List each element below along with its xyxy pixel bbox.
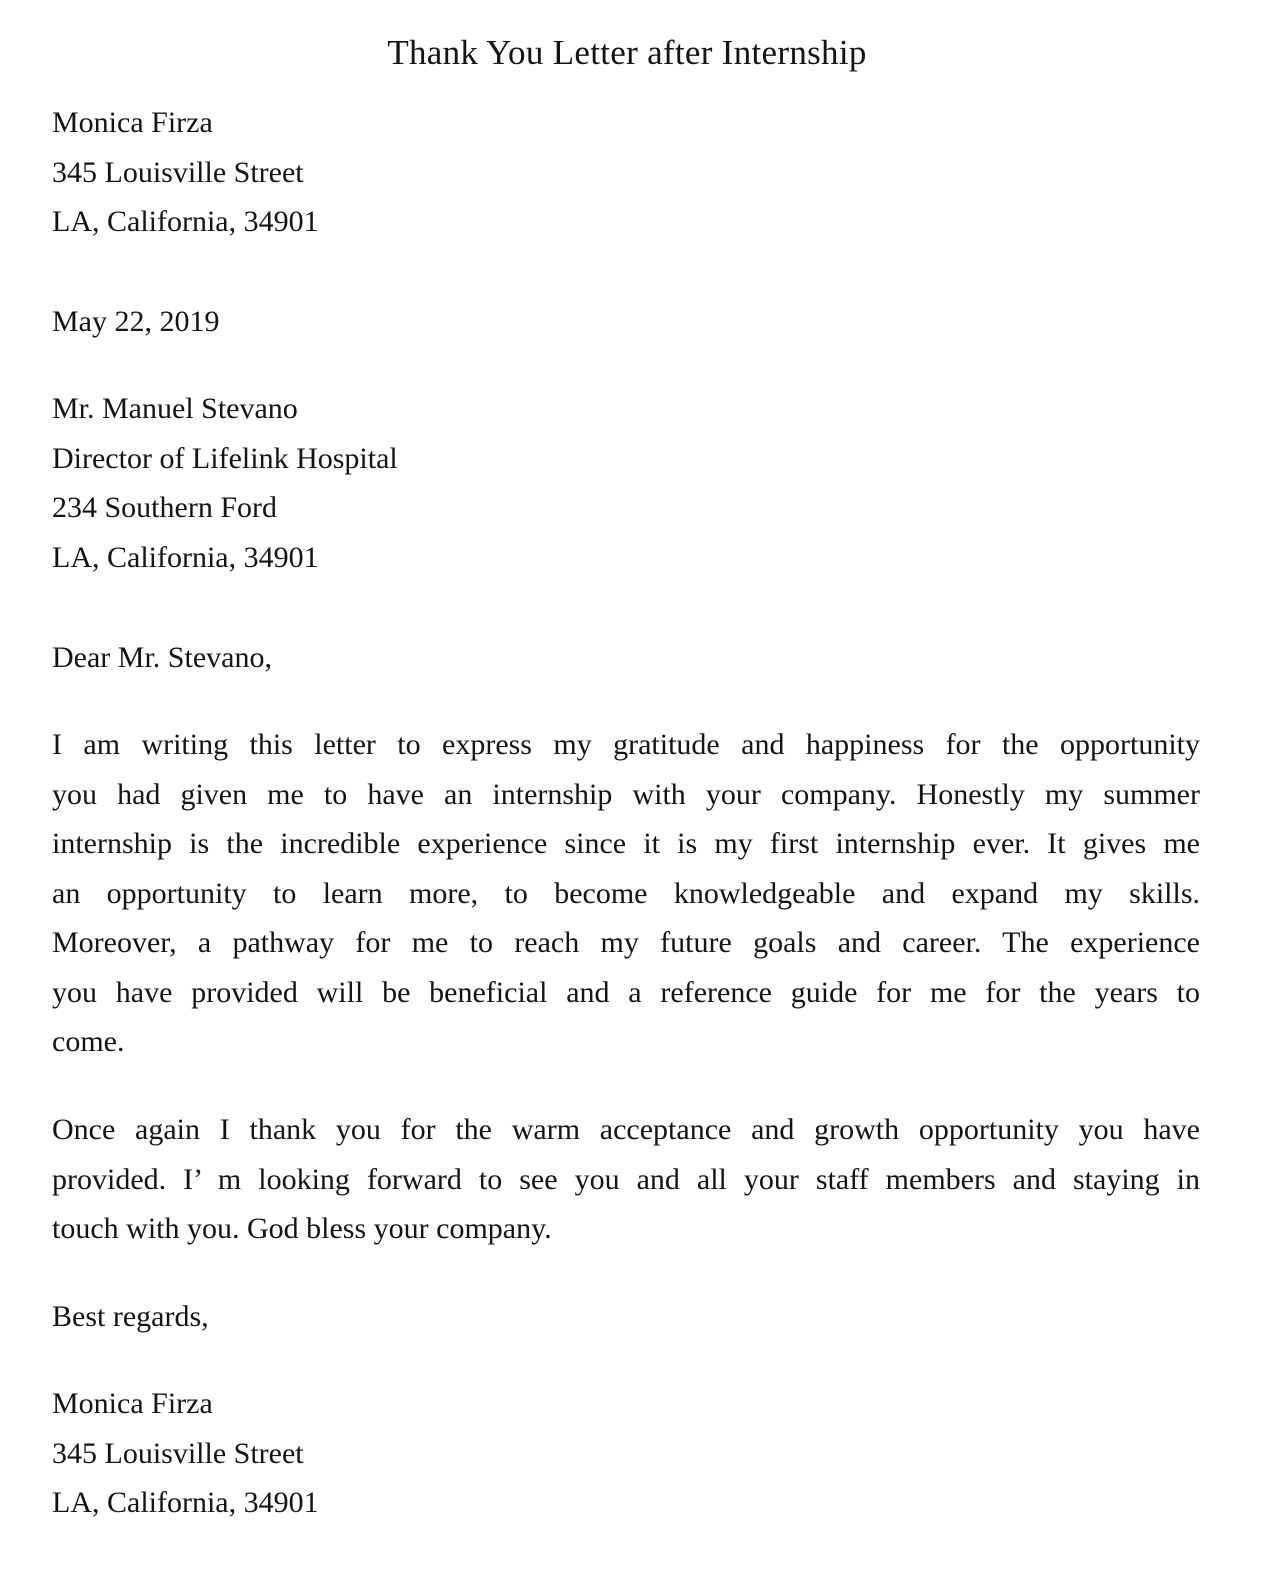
paragraph-line: provided. I’ m looking forward to see you and all your staff members and staying in bbox=[52, 1162, 1200, 1196]
salutation-block bbox=[52, 633, 1200, 683]
recipient-name: Mr. Manuel Stevano bbox=[52, 392, 298, 425]
paragraph-line: Once again I thank you for the warm acceptance and growth opportunity you have bbox=[52, 1113, 1200, 1146]
paragraph-line: Moreover, a pathway for me to reach my future goals and career. The experience bbox=[52, 926, 1200, 959]
closing-block bbox=[52, 1292, 1200, 1342]
letter-date: May 22, 2019 bbox=[52, 305, 220, 338]
body-paragraph-1 bbox=[52, 720, 1200, 1067]
sender-address bbox=[52, 98, 1200, 247]
paragraph-line: you have provided will be beneficial and a reference guide for me for the years to bbox=[52, 975, 1200, 1009]
recipient-city: LA, California, 34901 bbox=[52, 540, 319, 574]
signature-street: 345 Louisville Street bbox=[52, 1436, 304, 1470]
salutation: Dear Mr. Stevano, bbox=[52, 641, 272, 674]
signature-name: Monica Firza bbox=[52, 1387, 213, 1420]
letter-title: Thank You Letter after Internship bbox=[387, 33, 867, 72]
recipient-street: 234 Southern Ford bbox=[52, 491, 277, 524]
signature-block bbox=[52, 1379, 1200, 1528]
signature-city: LA, California, 34901 bbox=[52, 1486, 319, 1519]
sender-city: LA, California, 34901 bbox=[52, 205, 319, 238]
paragraph-line: an opportunity to learn more, to become knowledgeable and expand my skills. bbox=[52, 876, 1200, 910]
paragraph-line: come. bbox=[52, 1025, 125, 1058]
paragraph-line: touch with you. God bless your company. bbox=[52, 1212, 552, 1245]
closing: Best regards, bbox=[52, 1300, 209, 1333]
recipient-address bbox=[52, 384, 1200, 582]
sender-street: 345 Louisville Street bbox=[52, 155, 304, 189]
letter-date-block bbox=[52, 297, 1200, 347]
paragraph-line: internship is the incredible experience since it is my first internship ever. It gives me bbox=[52, 827, 1200, 860]
sender-name: Monica Firza bbox=[52, 106, 213, 139]
paragraph-line: you had given me to have an internship with your company. Honestly my summer bbox=[52, 777, 1200, 811]
recipient-title: Director of Lifelink Hospital bbox=[52, 441, 398, 475]
paragraph-line: I am writing this letter to express my gratitude and happiness for the opportunity bbox=[52, 728, 1200, 761]
body-paragraph-2 bbox=[52, 1105, 1200, 1254]
